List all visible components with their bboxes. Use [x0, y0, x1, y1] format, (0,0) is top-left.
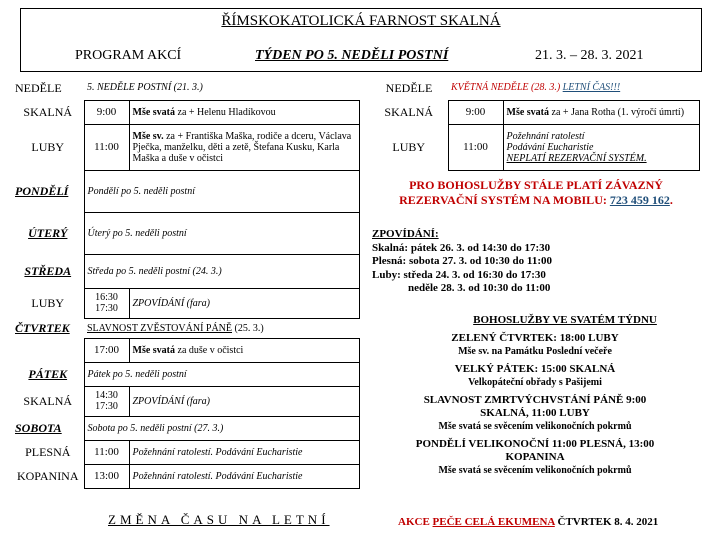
time: 11:00 [84, 124, 129, 170]
confession-line: Plesná: sobota 27. 3. od 10:30 do 11:00 [372, 255, 552, 267]
summer-time-note: LETNÍ ČAS!!! [562, 82, 621, 94]
mass-intention: za + Jana Rotha (1. výročí úmrtí) [549, 106, 685, 118]
place: PLESNÁ [25, 444, 71, 459]
confession-block [372, 228, 552, 296]
holy-week-title: BOHOSLUŽBY VE SVATÉM TÝDNU [473, 314, 657, 326]
event: ZPOVÍDÁNÍ (fara) [129, 288, 360, 318]
mass-intention: za duše v očistci [175, 344, 244, 356]
mass-label: Mše svatá [132, 344, 175, 356]
hw-sub: Mše svatá se svěcením velikonočních pokrmů [438, 421, 632, 432]
place: LUBY [31, 139, 65, 154]
mass-label: Mše sv. [132, 130, 164, 142]
right-schedule [370, 76, 700, 171]
monday-text: Pondělí po 5. neděli postní [84, 170, 360, 212]
hw-title: SLAVNOST ZMRTVÝCHVSTÁNÍ PÁNĚ 9:00 SKALNÁ, 11:00 LUBY [423, 394, 647, 419]
time: 13:00 [84, 464, 129, 488]
tuesday-text: Úterý po 5. neděli postní [84, 212, 360, 254]
hw-title: VELKÝ PÁTEK: 15:00 SKALNÁ [454, 363, 616, 375]
parish-title: ŘÍMSKOKATOLICKÁ FARNOST SKALNÁ [20, 8, 702, 31]
reservation-notice [372, 178, 700, 208]
left-schedule [12, 76, 360, 489]
day-wednesday: STŘEDA [24, 263, 72, 278]
day-friday: PÁTEK [28, 366, 68, 381]
saturday-text: Sobota po 5. neděli postní (27. 3.) [84, 416, 360, 440]
phone-number: 723 459 162 [609, 193, 670, 207]
mass-intention: za + Helenu Hladíkovou [175, 106, 276, 118]
time: 9:00 [448, 100, 503, 124]
place: SKALNÁ [384, 104, 434, 119]
time: 11:00 [84, 440, 129, 464]
event: ZPOVÍDÁNÍ (fara) [129, 386, 360, 416]
wednesday-text: Středa po 5. neděli postní (24. 3.) [84, 254, 360, 288]
hw-sub: Velkopáteční obřady s Pašijemi [468, 377, 602, 388]
akce-label: AKCE [398, 516, 433, 528]
program-label: PROGRAM AKCÍ [75, 48, 182, 63]
place: LUBY [392, 139, 426, 154]
ecumena-notice [398, 516, 658, 528]
mass-label: Mše svatá [506, 106, 549, 118]
confession-line: Skalná: pátek 26. 3. od 14:30 do 17:30 [372, 241, 551, 254]
week-label: TÝDEN PO 5. NEDĚLI POSTNÍ [255, 48, 449, 63]
hw-sub: Mše sv. na Památku Poslední večeře [458, 346, 612, 357]
confession-line: Luby: středa 24. 3. od 16:30 do 17:30 [372, 268, 546, 281]
confession-line: neděle 28. 3. od 10:30 do 11:00 [408, 282, 551, 294]
sunday-title: 5. NEDĚLE POSTNÍ (21. 3.) [87, 82, 203, 94]
thursday-title: SLAVNOST ZVĚSTOVÁNÍ PÁNĚ [87, 322, 233, 334]
day-saturday: SOBOTA [15, 420, 62, 435]
place: SKALNÁ [23, 393, 73, 408]
palm-sunday-title: KVĚTNÁ NEDĚLE (28. 3.) [451, 82, 561, 94]
place: LUBY [31, 295, 65, 310]
time: 14:30 17:30 [84, 386, 129, 416]
time: 17:00 [84, 338, 129, 362]
day-monday: PONDĚLÍ [15, 183, 69, 198]
mass-label: Mše svatá [132, 106, 175, 118]
time-change-notice: ZMĚNA ČASU NA LETNÍ [108, 512, 330, 527]
friday-text: Pátek po 5. neděli postní [84, 362, 360, 386]
place: KOPANINA [16, 468, 79, 483]
time: 9:00 [84, 100, 129, 124]
time: 11:00 [448, 124, 503, 170]
hw-sub: Mše svatá se svěcením velikonočních pokrmů [438, 465, 632, 476]
mass-intention: za + Františka Maška, rodiče a dceru, Václava Pječka, manželku, děti a zetě, Štefana Kusku, Karla Maška a duše v očistci [132, 130, 352, 164]
day-sunday: NEDĚLE [15, 80, 62, 95]
no-reservation: NEPLATÍ REZERVAČNÍ SYSTÉM. [506, 152, 647, 164]
event: Požehnání ratolestí. Podávání Eucharistie [129, 464, 360, 488]
hw-title: ZELENÝ ČTVRTEK: 18:00 LUBY [451, 332, 619, 344]
day-thursday: ČTVRTEK [15, 320, 70, 335]
reservation-text: PRO BOHOSLUŽBY STÁLE PLATÍ ZÁVAZNÝ REZERVAČNÍ SYSTÉM NA MOBILU: [399, 178, 663, 207]
event: Požehnání ratolestí. Podávání Eucharistie [129, 440, 360, 464]
thursday-date: (25. 3.) [232, 322, 264, 334]
day-sunday: NEDĚLE [385, 80, 433, 95]
akce-name: PEČE CELÁ EKUMENA [432, 516, 555, 528]
dates-label: 21. 3. – 28. 3. 2021 [535, 48, 644, 63]
confession-title: ZPOVÍDÁNÍ: [372, 228, 439, 240]
eucharist: Podávání Eucharistie [506, 141, 594, 153]
akce-date: ČTVRTEK 8. 4. 2021 [554, 516, 659, 528]
holy-week-list [400, 332, 670, 477]
time: 16:30 17:30 [84, 288, 129, 318]
hw-title: PONDĚLÍ VELIKONOČNÍ 11:00 PLESNÁ, 13:00 KOPANINA [415, 438, 655, 463]
place: SKALNÁ [23, 104, 73, 119]
reservation-end: . [669, 193, 673, 207]
blessing: Požehnání ratolestí [506, 130, 585, 142]
day-tuesday: ÚTERÝ [28, 225, 68, 240]
